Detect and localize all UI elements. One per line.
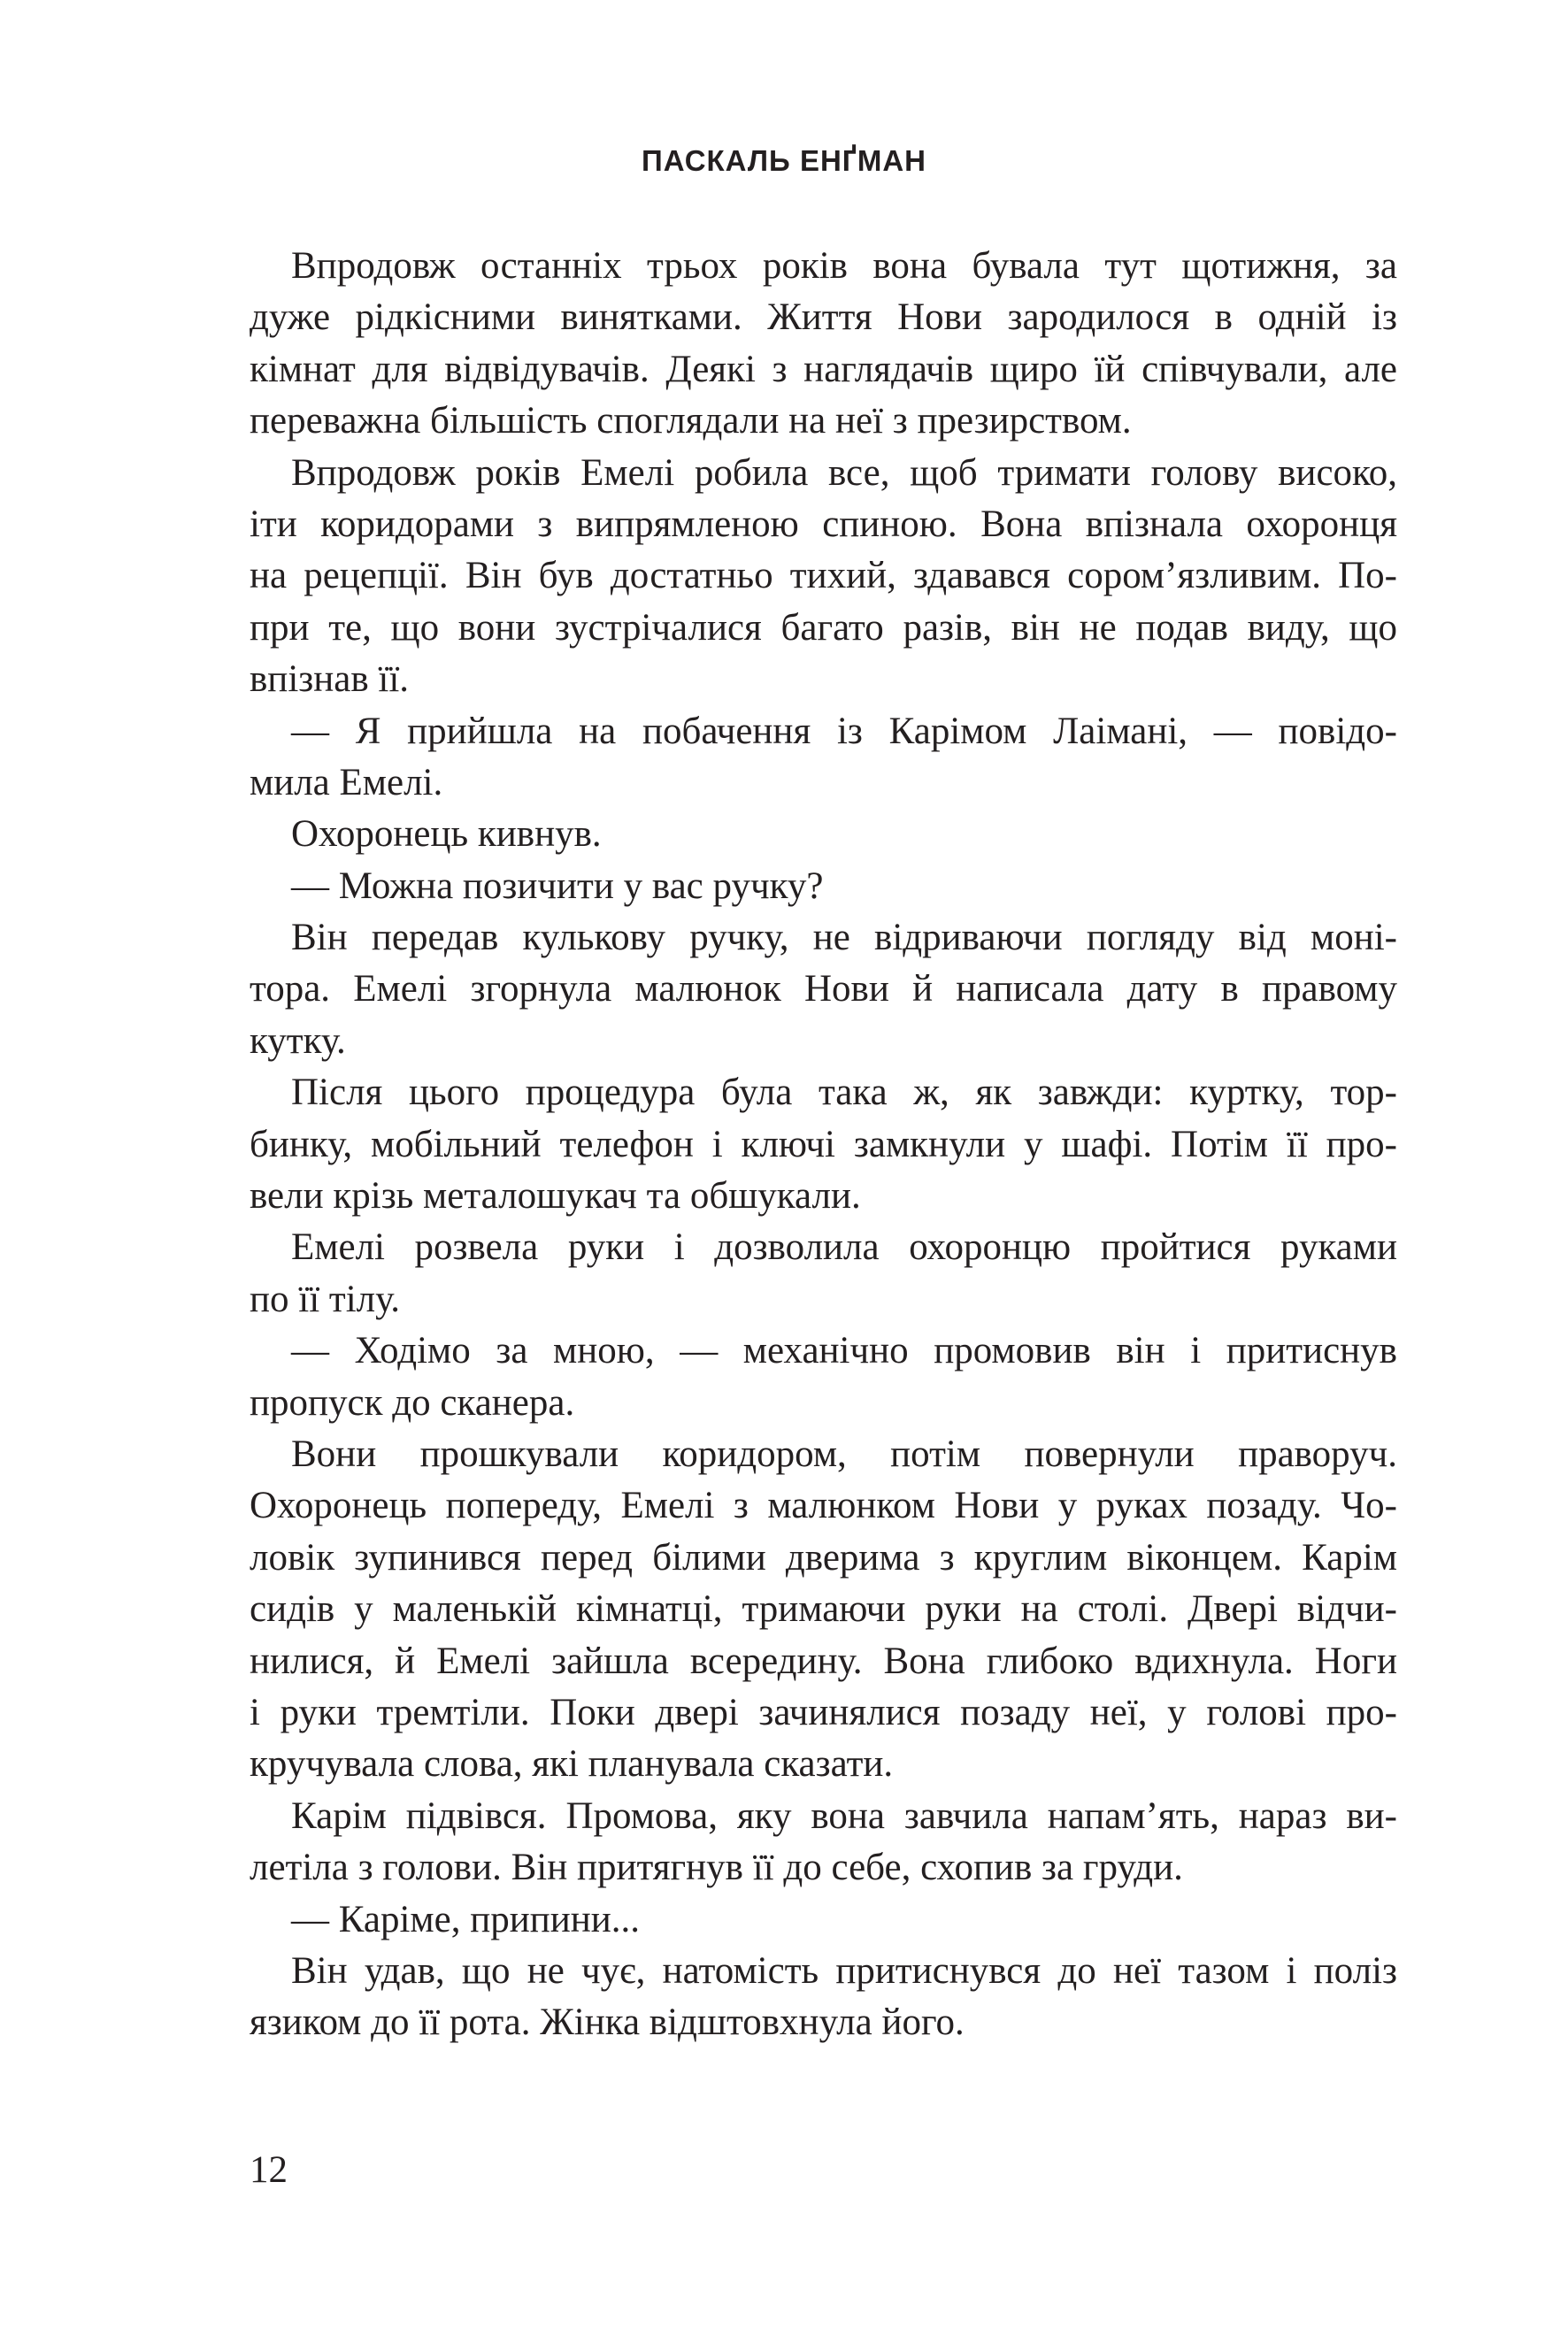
paragraph bbox=[250, 706, 1397, 810]
text-line: іти коридорами з випрямленою спиною. Вона впізнала охоронця bbox=[250, 503, 1397, 545]
text-line: кімнат для відвідувачів. Деякі з наглядачів щиро їй співчували, але bbox=[250, 348, 1397, 390]
paragraph bbox=[250, 448, 1397, 706]
text-line: Він удав, що не чує, натомість притиснувся до неї тазом і поліз bbox=[291, 1949, 1397, 1992]
text-line: Вони прошкували коридором, потім повернули праворуч. bbox=[291, 1433, 1397, 1475]
paragraph bbox=[250, 1894, 1397, 1946]
text-line: Охоронець попереду, Емелі з малюнком Нови у руках позаду. Чо- bbox=[250, 1485, 1397, 1527]
running-head: ПАСКАЛЬ ЕНҐМАН bbox=[641, 144, 927, 177]
paragraph bbox=[250, 912, 1397, 1067]
text-line: — Ходімо за мною, — механічно промовив він і притиснув bbox=[291, 1330, 1397, 1372]
text-line: кручувала слова, які планувала сказати. bbox=[250, 1743, 894, 1786]
text-line: і руки тремтіли. Поки двері зачинялися позаду неї, у голові про- bbox=[250, 1691, 1397, 1733]
text-line: при те, що вони зустрічалися багато разів, він не подав виду, що bbox=[250, 606, 1397, 649]
text-line: язиком до її рота. Жінка відштовхнула його. bbox=[250, 2001, 965, 2044]
text-line: тора. Емелі згорнула малюнок Нови й написала дату в правому bbox=[250, 968, 1397, 1010]
text-line: Карім підвівся. Промова, яку вона завчила напам’ять, нараз ви- bbox=[291, 1794, 1397, 1837]
text-line: впізнав її. bbox=[250, 658, 410, 701]
text-line: дуже рідкісними винятками. Життя Нови зародилося в одній із bbox=[250, 296, 1397, 339]
text-line: по її тілу. bbox=[250, 1278, 401, 1320]
page-number: 12 bbox=[250, 2149, 288, 2191]
body-text bbox=[250, 241, 1397, 2049]
paragraph bbox=[250, 861, 1397, 912]
text-line: Він передав кулькову ручку, не відриваючи погляду від моні- bbox=[291, 917, 1397, 959]
paragraph bbox=[250, 1429, 1397, 1791]
text-line: Впродовж останніх трьох років вона бувала тут щотижня, за bbox=[291, 245, 1397, 287]
text-line: нилися, й Емелі зайшла всередину. Вона глибоко вдихнула. Ноги bbox=[250, 1640, 1397, 1682]
text-line: летіла з голови. Він притягнув її до себе, схопив за груди. bbox=[250, 1847, 1183, 1889]
paragraph bbox=[250, 1067, 1397, 1222]
text-line: — Каріме, припини... bbox=[291, 1898, 641, 1940]
text-line: ловік зупинився перед білими дверима з круглим віконцем. Карім bbox=[250, 1536, 1397, 1579]
text-line: Емелі розвела руки і дозволила охоронцю пройтися руками bbox=[291, 1226, 1397, 1269]
text-line: кутку. bbox=[250, 1019, 346, 1062]
text-line: Після цього процедура була така ж, як завжди: куртку, тор- bbox=[291, 1072, 1397, 1114]
text-line: вели крізь металошукач та обшукали. bbox=[250, 1175, 861, 1218]
text-line: Впродовж років Емелі робила все, щоб тримати голову високо, bbox=[291, 451, 1397, 494]
text-line: бинку, мобільний телефон і ключі замкнули у шафі. Потім її про- bbox=[250, 1123, 1397, 1165]
paragraph bbox=[250, 1946, 1397, 2049]
text-line: сидів у маленькій кімнатці, тримаючи руки на столі. Двері відчи- bbox=[250, 1588, 1397, 1631]
text-line: пропуск до сканера. bbox=[250, 1381, 575, 1424]
text-line: мила Емелі. bbox=[250, 761, 443, 803]
paragraph bbox=[250, 241, 1397, 448]
paragraph bbox=[250, 809, 1397, 860]
paragraph bbox=[250, 1325, 1397, 1429]
paragraph bbox=[250, 1791, 1397, 1894]
text-line: — Я прийшла на побачення із Карімом Лаімані, — повідо- bbox=[291, 710, 1397, 752]
paragraph bbox=[250, 1222, 1397, 1325]
text-line: переважна більшість споглядали на неї з презирством. bbox=[250, 400, 1132, 442]
text-line: — Можна позичити у вас ручку? bbox=[291, 864, 824, 907]
text-line: Охоронець кивнув. bbox=[291, 813, 602, 856]
text-line: на рецепції. Він був достатньо тихий, здавався сором’язливим. По- bbox=[250, 555, 1397, 597]
